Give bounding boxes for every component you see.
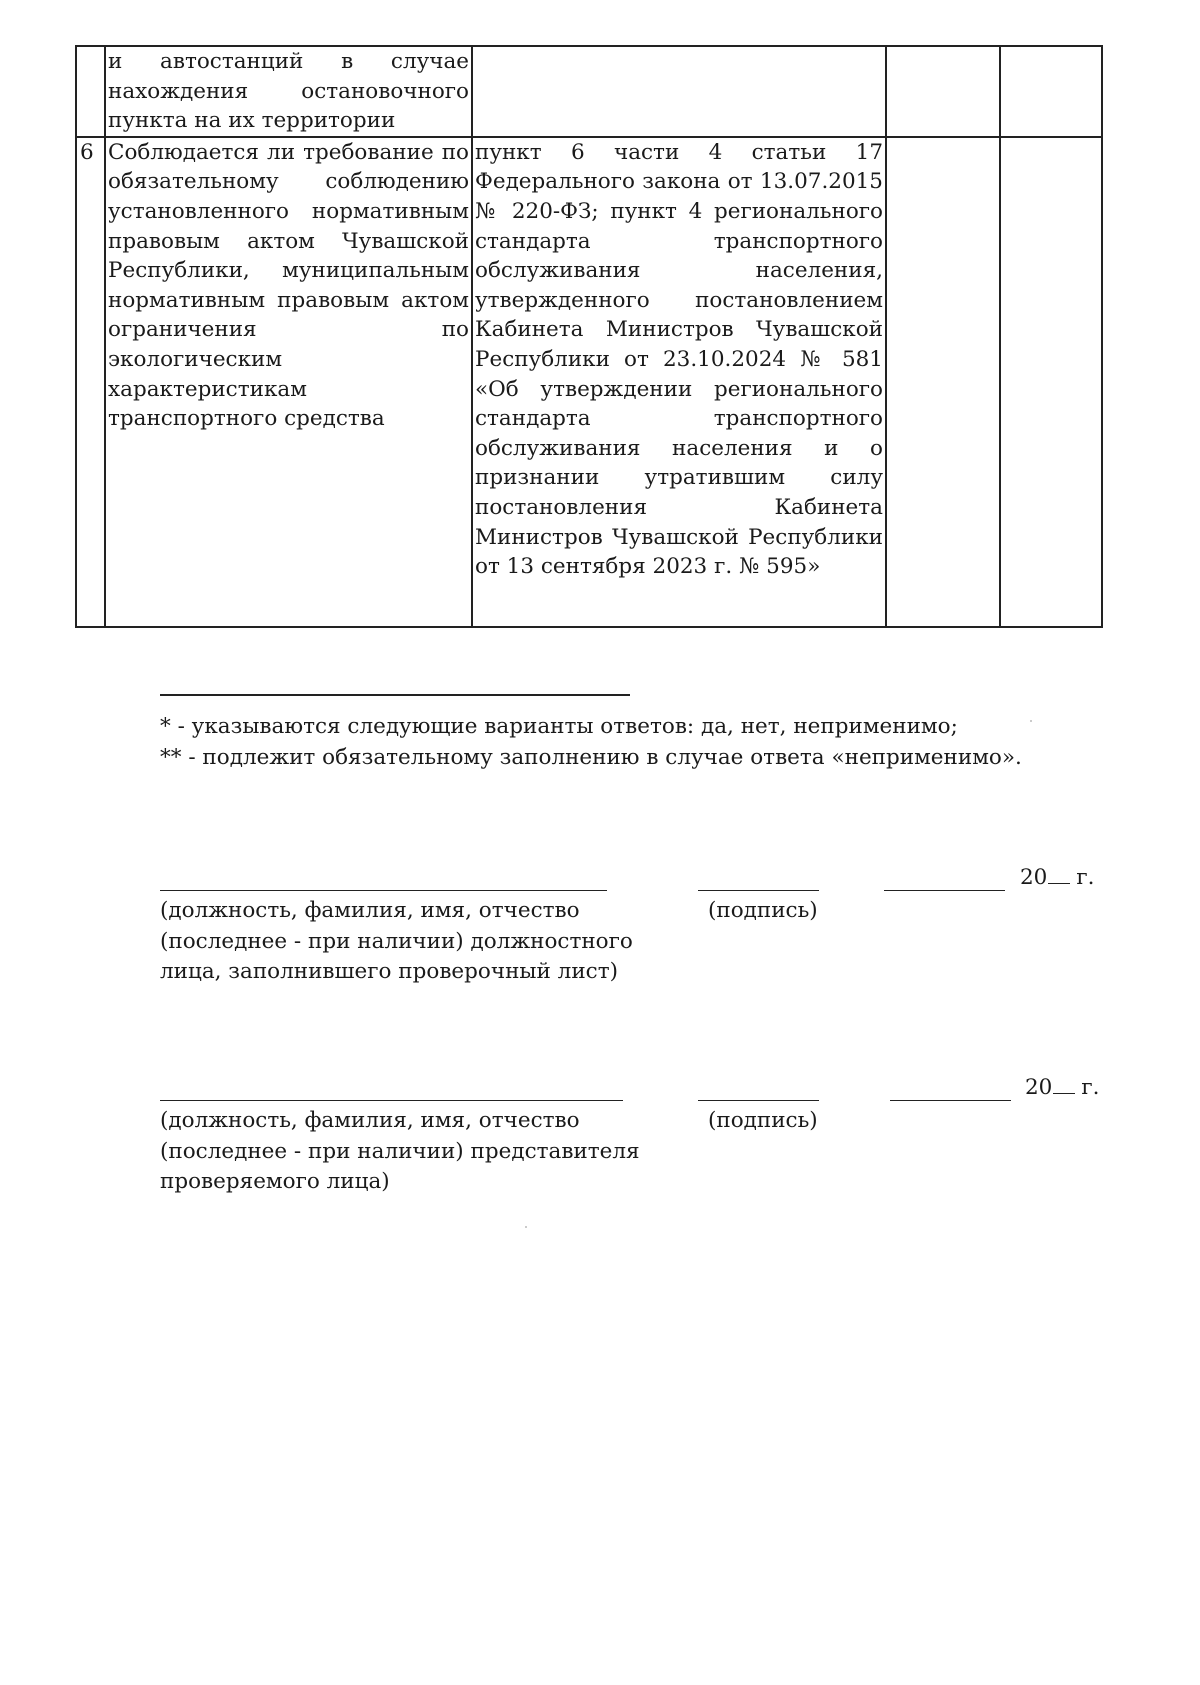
answer-cell	[886, 137, 1000, 627]
table-row	[76, 137, 1102, 627]
inspector-caption	[160, 896, 633, 988]
checklist-table	[75, 45, 1103, 628]
question-cell	[105, 46, 472, 137]
caption-line: проверяемого лица)	[160, 1169, 390, 1194]
row-number: 6	[80, 139, 94, 165]
year-prefix: 20	[1025, 1075, 1053, 1100]
question-cell	[105, 137, 472, 627]
inspector-signature-label: (подпись)	[708, 898, 818, 923]
caption-line: (должность, фамилия, имя, отчество	[160, 1108, 580, 1133]
year-prefix: 20	[1020, 865, 1048, 890]
row-number-cell	[76, 137, 105, 627]
row-number-cell	[76, 46, 105, 137]
footnote-answers: * - указываются следующие варианты ответов: да, нет, неприменимо;	[160, 714, 958, 739]
footnote-mandatory: ** - подлежит обязательному заполнению в случае ответа «неприменимо».	[160, 745, 1022, 770]
scan-speck	[525, 1226, 527, 1228]
representative-signature-line	[698, 1100, 819, 1101]
caption-line: (должность, фамилия, имя, отчество	[160, 898, 580, 923]
representative-date-year	[1025, 1075, 1099, 1101]
representative-caption	[160, 1106, 640, 1198]
legal-basis-cell	[472, 46, 886, 137]
caption-line: лица, заполнившего проверочный лист)	[160, 959, 618, 984]
legal-basis-cell	[472, 137, 886, 627]
table-row	[76, 46, 1102, 137]
answer-cell	[886, 46, 1000, 137]
note-cell	[1000, 137, 1102, 627]
caption-line: (последнее - при наличии) должностного	[160, 928, 633, 954]
question-text: Соблюдается ли требование по обязательному соблюдению установленного нормативным правовым актом Чувашской Республики, муниципальным нормативным правовым актом ограничения по экологическим характеристикам транспортного средства	[108, 139, 469, 432]
year-suffix: г.	[1081, 1075, 1100, 1100]
scan-speck	[1030, 720, 1032, 722]
representative-signature-label: (подпись)	[708, 1108, 818, 1133]
representative-name-line	[160, 1100, 623, 1101]
inspector-signature-line	[698, 890, 819, 891]
year-suffix: г.	[1076, 865, 1095, 890]
caption-line: (последнее - при наличии) представителя	[160, 1138, 640, 1164]
year-blank	[1048, 865, 1070, 884]
question-text: и автостанций в случае нахождения остановочного пункта на их территории	[108, 49, 469, 134]
inspector-name-line	[160, 890, 607, 891]
footnote-separator	[160, 694, 630, 696]
inspector-date-year	[1020, 865, 1094, 891]
note-cell	[1000, 46, 1102, 137]
year-blank	[1053, 1075, 1075, 1094]
inspector-date-line	[884, 890, 1005, 891]
legal-basis-text: пункт 6 части 4 статьи 17 Федерального закона от 13.07.2015 № 220-ФЗ; пункт 4 регионального стандарта транспортного обслуживания населения, утвержденного постановлением Кабинета Министров Чувашской Республики от 23.10.2024 № 581 «Об утверждении регионального стандарта транспортного обслуживания населения и о признании утратившим силу постановления Кабинета Министров Чувашской Республики от 13 сентября 2023 г. № 595»	[475, 139, 883, 580]
representative-date-line	[890, 1100, 1011, 1101]
